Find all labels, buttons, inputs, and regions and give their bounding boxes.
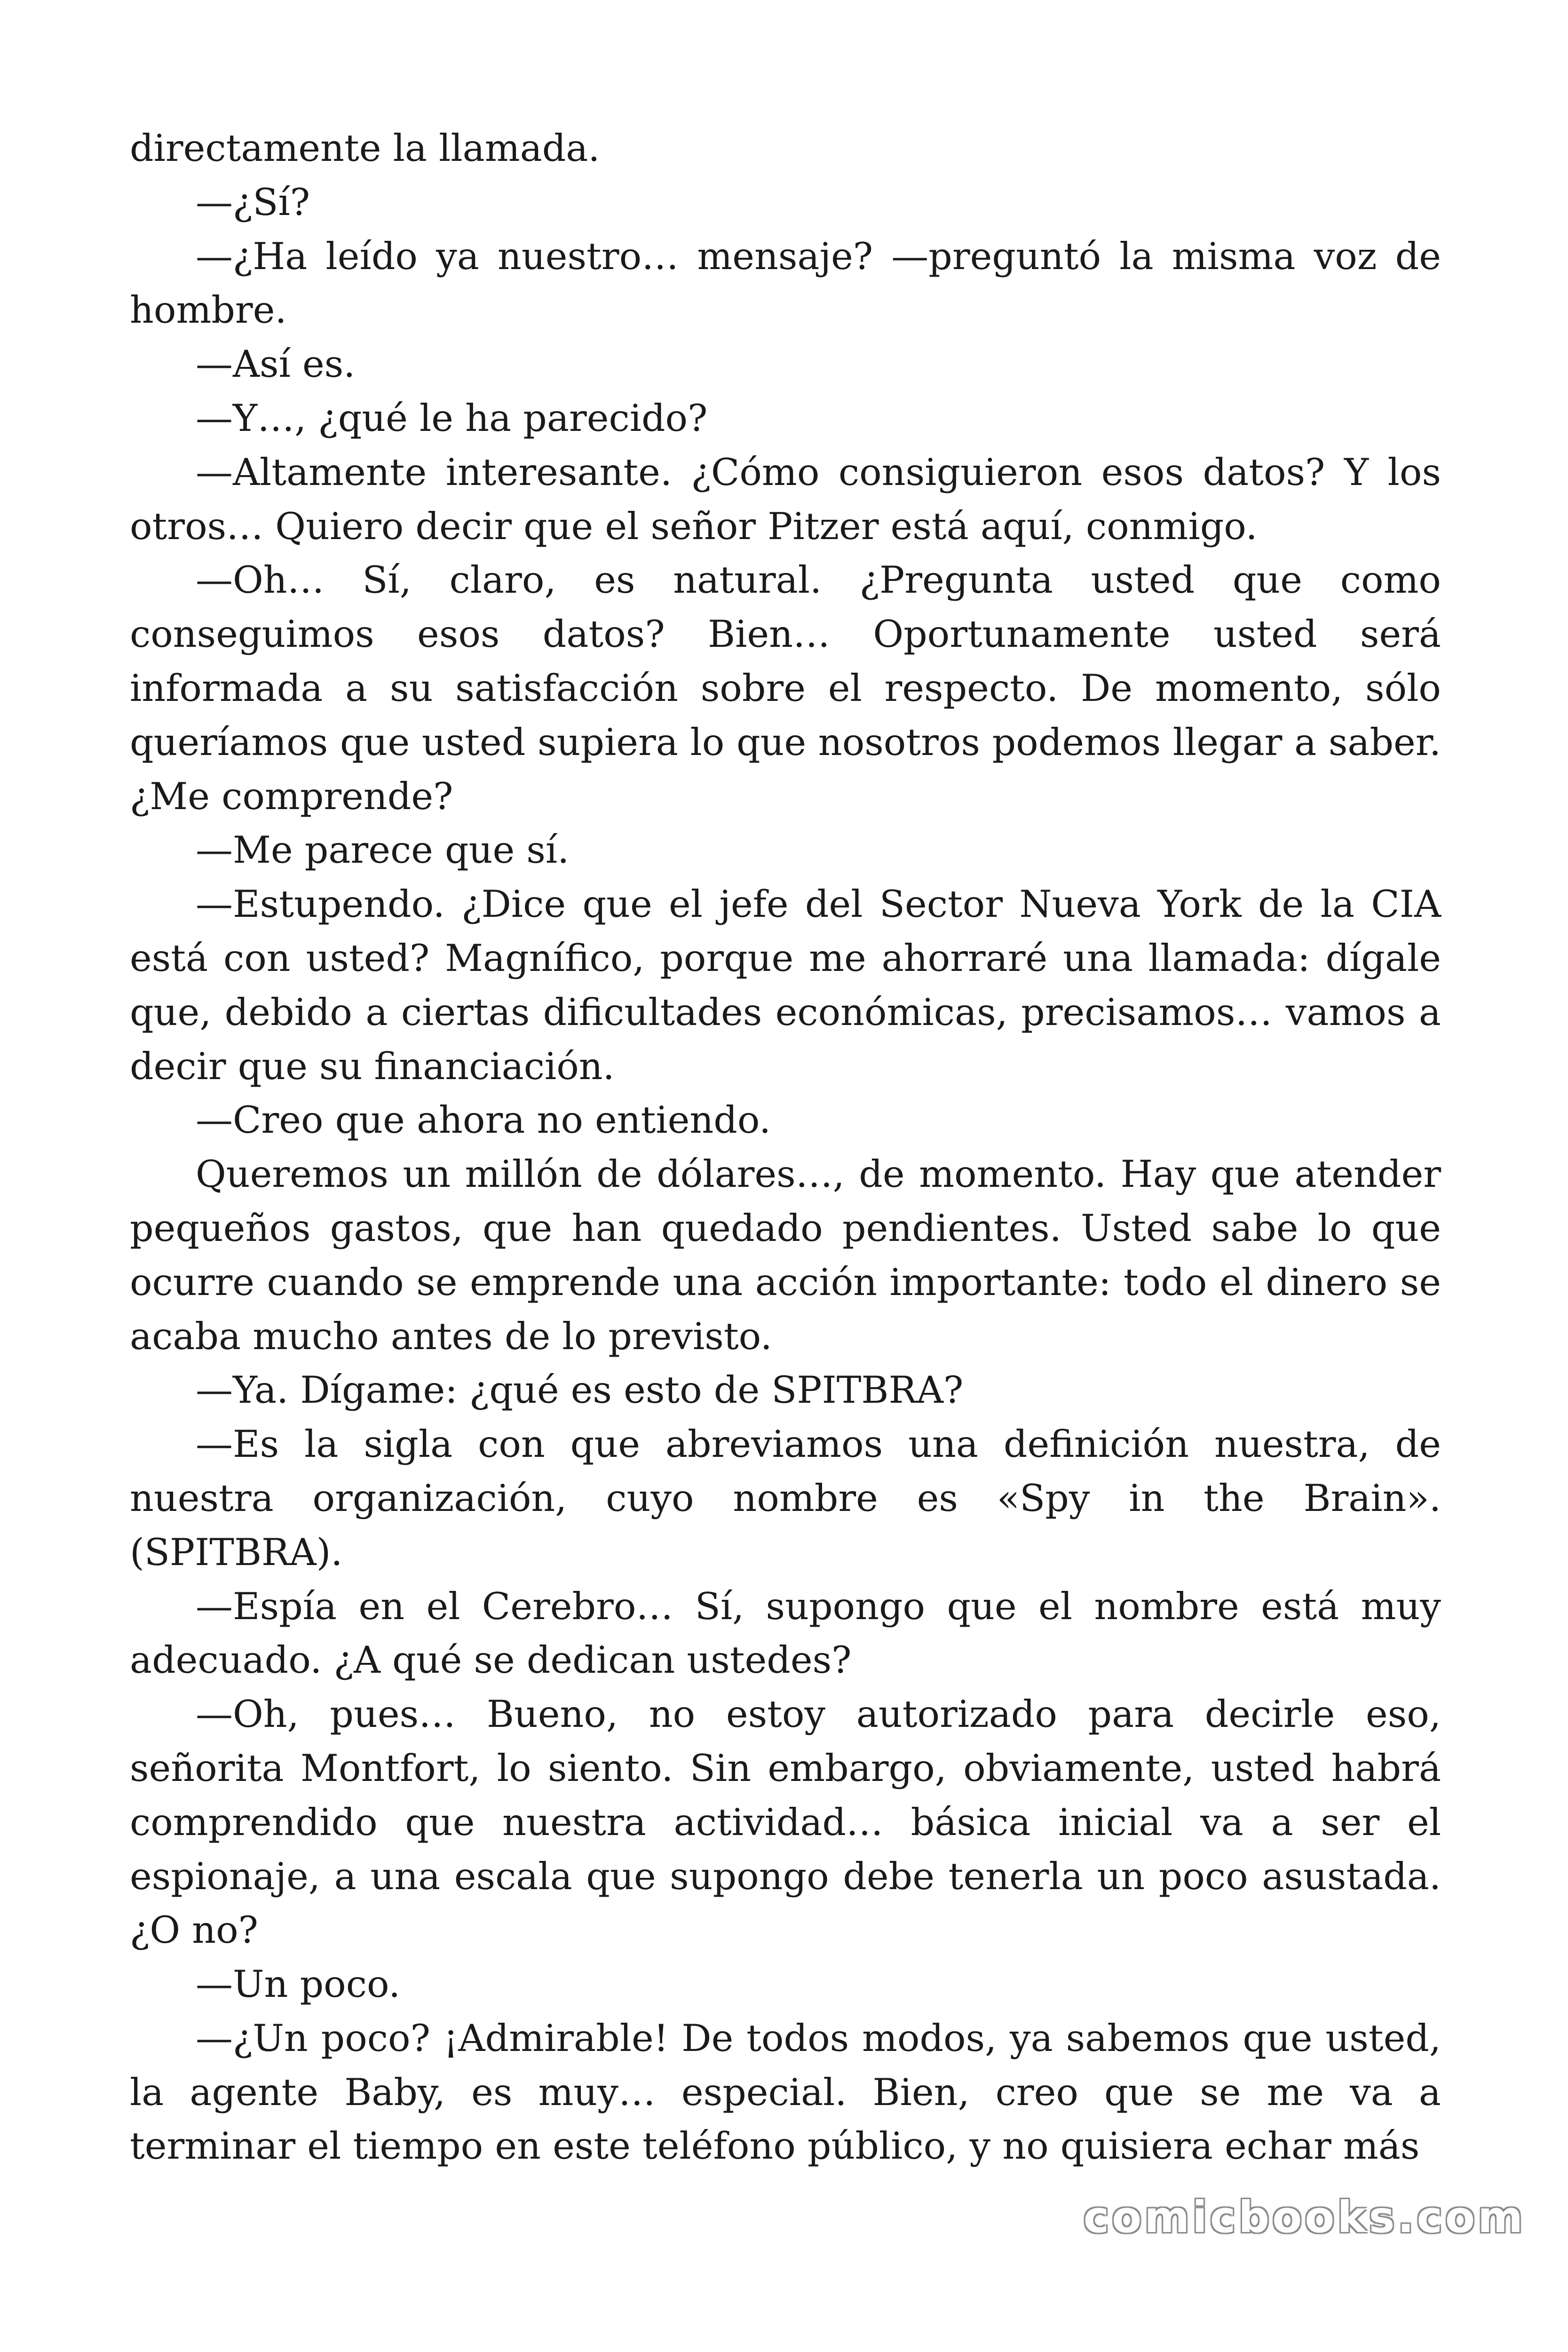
paragraph: —Estupendo. ¿Dice que el jefe del Sector Nueva York de la CIA está con usted? Magnífico, porque me ahorraré una llamada: dígale que, debido a ciertas dificultades económicas, precisamos… vamos a decir que su financiación. — [130, 882, 1441, 1088]
paragraph: —¿Un poco? ¡Admirable! De todos modos, ya sabemos que usted, la agente Baby, es muy… especial. Bien, creo que se me va a terminar el tiempo en este teléfono público, y no quisiera echar más — [130, 2016, 1441, 2168]
paragraph: —¿Ha leído ya nuestro… mensaje? —preguntó la misma voz de hombre. — [130, 234, 1441, 332]
paragraph: —Oh, pues… Bueno, no estoy autorizado para decirle eso, señorita Montfort, lo siento. Sin embargo, obviamente, usted habrá comprendido que nuestra actividad… básica inicial va a ser el espionaje, a una escala que supongo debe tenerla un poco asustada. ¿O no? — [130, 1692, 1441, 1952]
paragraph: —Creo que ahora no entiendo. — [196, 1098, 771, 1142]
paragraph: —Es la sigla con que abreviamos una definición nuestra, de nuestra organización, cuyo nombre es «Spy in the Brain». (SPITBRA). — [130, 1422, 1441, 1574]
paragraph: Queremos un millón de dólares…, de momento. Hay que atender pequeños gastos, que han quedado pendientes. Usted sabe lo que ocurre cuando se emprende una acción importante: todo el dinero se acaba mucho antes de lo previsto. — [130, 1152, 1441, 1358]
paragraph: —Altamente interesante. ¿Cómo consiguieron esos datos? Y los otros… Quiero decir que el señor Pitzer está aquí, conmigo. — [130, 450, 1441, 548]
paragraph: —Oh… Sí, claro, es natural. ¿Pregunta usted que como conseguimos esos datos? Bien… Oportunamente usted será informada a su satisfacción sobre el respecto. De momento, sólo queríamos que usted supiera lo que nosotros podemos llegar a saber. ¿Me comprende? — [130, 558, 1441, 818]
paragraph: —Un poco. — [196, 1963, 401, 2006]
paragraph: —Me parece que sí. — [196, 828, 570, 872]
paragraph: directamente la llamada. — [130, 127, 600, 170]
paragraph: —¿Sí? — [196, 180, 310, 224]
paragraph: —Y…, ¿qué le ha parecido? — [196, 396, 708, 440]
watermark: comicbooks.com — [1083, 2192, 1526, 2242]
paragraph: —Espía en el Cerebro… Sí, supongo que el nombre está muy adecuado. ¿A qué se dedican ustedes? — [130, 1584, 1441, 1682]
paragraph: —Ya. Dígame: ¿qué es esto de SPITBRA? — [196, 1368, 964, 1412]
paragraph: —Así es. — [196, 342, 356, 386]
book-page-text — [130, 121, 1441, 2173]
